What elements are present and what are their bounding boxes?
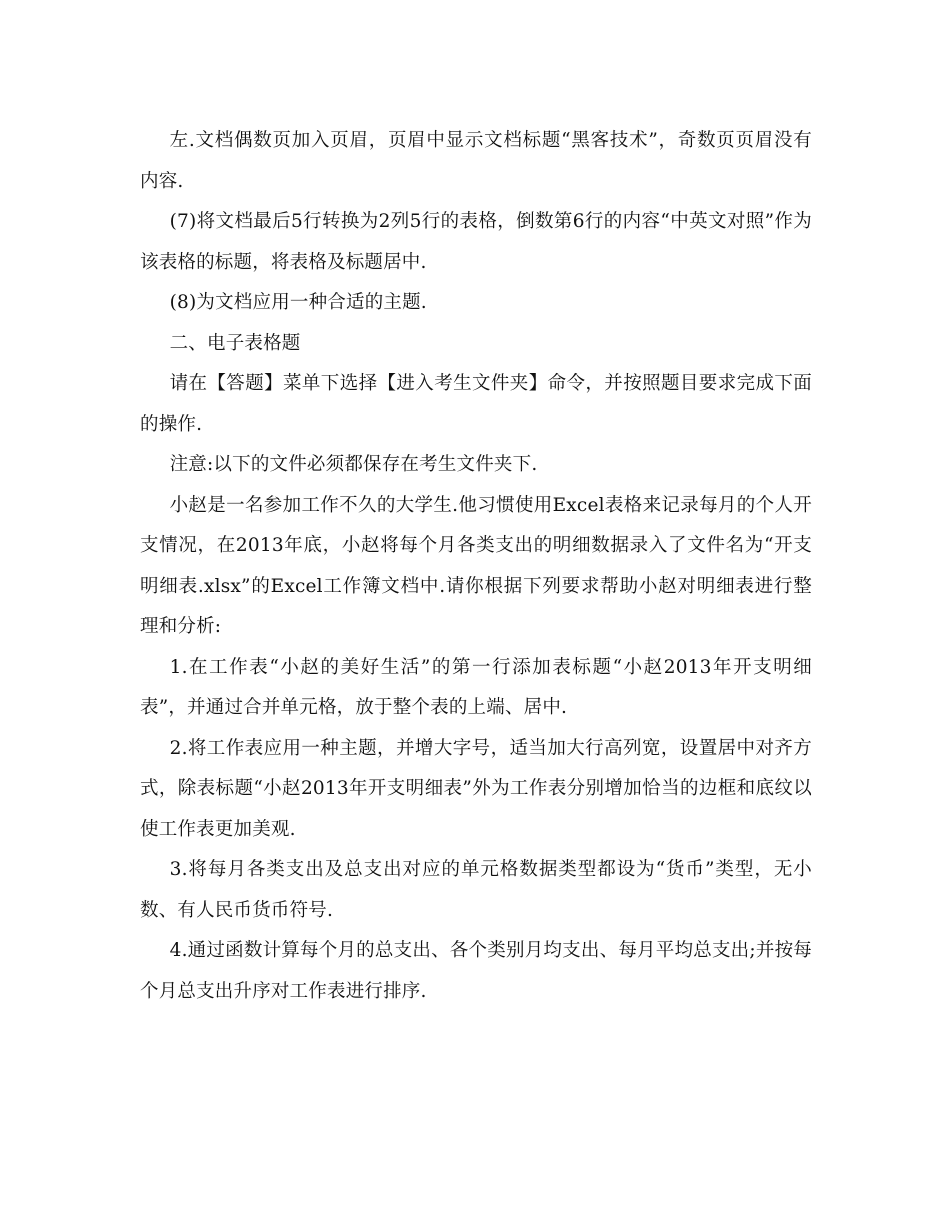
paragraph-item-8: (8)为文档应用一种合适的主题. [169, 292, 427, 313]
paragraph-task-2: 2.将工作表应用一种主题，并增大字号，适当加大行高列宽，设置居中对齐方式，除表标题“小赵2013年开支明细表”外为工作表分别增加恰当的边框和底纹以使工作表更加美观. [140, 737, 812, 840]
paragraph-instruction: 请在【答题】菜单下选择【进入考生文件夹】命令，并按照题目要求完成下面的操作. [140, 373, 812, 435]
paragraph-note: 注意:以下的文件必须都保存在考生文件夹下. [169, 454, 538, 475]
paragraph-scenario: 小赵是一名参加工作不久的大学生.他习惯使用Excel表格来记录每月的个人开支情况，在2013年底，小赵将每个月各类支出的明细数据录入了文件名为“开支明细表.xlsx”的Excel工作簿文档中.请你根据下列要求帮助小赵对明细表进行整理和分析: [140, 494, 812, 637]
paragraph-task-4: 4.通过函数计算每个月的总支出、各个类别月均支出、每月平均总支出;并按每个月总支出升序对工作表进行排序. [140, 940, 812, 1002]
paragraph-task-1: 1.在工作表“小赵的美好生活”的第一行添加表标题“小赵2013年开支明细表”，并通过合并单元格，放于整个表的上端、居中. [140, 656, 812, 718]
paragraph-item-7: (7)将文档最后5行转换为2列5行的表格，倒数第6行的内容“中英文对照”作为该表格的标题，将表格及标题居中. [140, 211, 812, 273]
paragraph-header-instruction: 左.文档偶数页加入页眉，页眉中显示文档标题“黑客技术”，奇数页页眉没有内容. [140, 130, 812, 192]
paragraph-task-3: 3.将每月各类支出及总支出对应的单元格数据类型都设为“货币”类型，无小数、有人民币货币符号. [140, 859, 812, 921]
section-heading: 二、电子表格题 [169, 332, 301, 354]
document-page [140, 121, 812, 1012]
